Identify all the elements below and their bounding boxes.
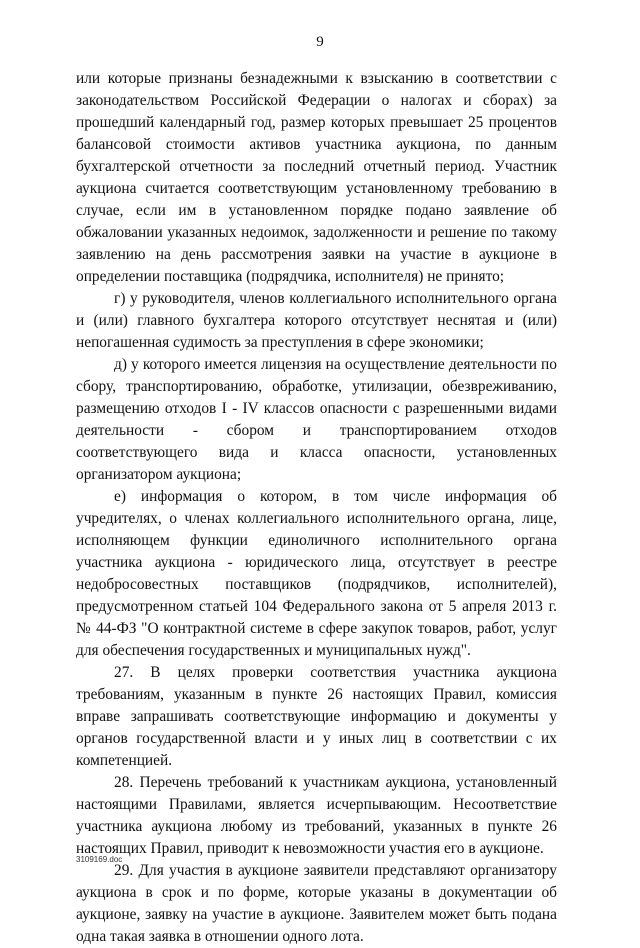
footer-filename: 3109169.doc (76, 855, 123, 864)
paragraph-item-g: г) у руководителя, членов коллегиального исполнительного органа и (или) главного бухгалтера которого отсутствует неснятая и (или) непогашенная судимость за преступления в сфере экономики; (76, 290, 557, 351)
paragraph-28: 28. Перечень требований к участникам аукциона, установленный настоящими Правилами, является исчерпывающим. Несоответствие участника аукциона любому из требований, указанных в пункте 26 настоящих Правил, приводит к невозможности участия его в аукционе. (76, 774, 557, 857)
paragraph-27: 27. В целях проверки соответствия участника аукциона требованиям, указанным в пункте 26 настоящих Правил, комиссия вправе запрашивать соответствующие информацию и документы у органов государственной власти и у иных лиц в соответствии с их компетенцией. (76, 664, 557, 769)
paragraph-29: 29. Для участия в аукционе заявители представляют организатору аукциона в срок и по форме, которые указаны в документации об аукционе, заявку на участие в аукционе. Заявителем может быть подана одна такая заявка в отношении одного лота. (76, 862, 557, 945)
paragraph-continuation: или которые признаны безнадежными к взысканию в соответствии с законодательством Российской Федерации о налогах и сборах) за прошедший календарный год, размер которых превышает 25 процентов балансовой стоимости активов участника аукциона, по данным бухгалтерской отчетности за последний отчетный период. Участник аукциона считается соответствующим установленному требованию в случае, если им в установленном порядке подано заявление об обжаловании указанных недоимок, задолженности и решение по такому заявлению на день рассмотрения заявки на участие в аукционе в определении поставщика (подрядчика, исполнителя) не принято; (76, 70, 557, 285)
document-body (76, 68, 557, 948)
paragraph-item-d: д) у которого имеется лицензия на осуществление деятельности по сбору, транспортированию, обработке, утилизации, обезвреживанию, размещению отходов I - IV классов опасности с разрешенными видами деятельности - сбором и транспортированием отходов соответствующего вида и класса опасности, установленных организатором аукциона; (76, 356, 557, 483)
page-number: 9 (316, 34, 324, 50)
paragraph-item-e: е) информация о котором, в том числе информация об учредителях, о членах коллегиального исполнительного органа, лице, исполняющем функции единоличного исполнительного органа участника аукциона - юридического лица, отсутствует в реестре недобросовестных поставщиков (подрядчиков, исполнителей), предусмотренном статьей 104 Федерального закона от 5 апреля 2013 г. № 44-ФЗ "О контрактной системе в сфере закупок товаров, работ, услуг для обеспечения государственных и муниципальных нужд". (76, 488, 557, 659)
